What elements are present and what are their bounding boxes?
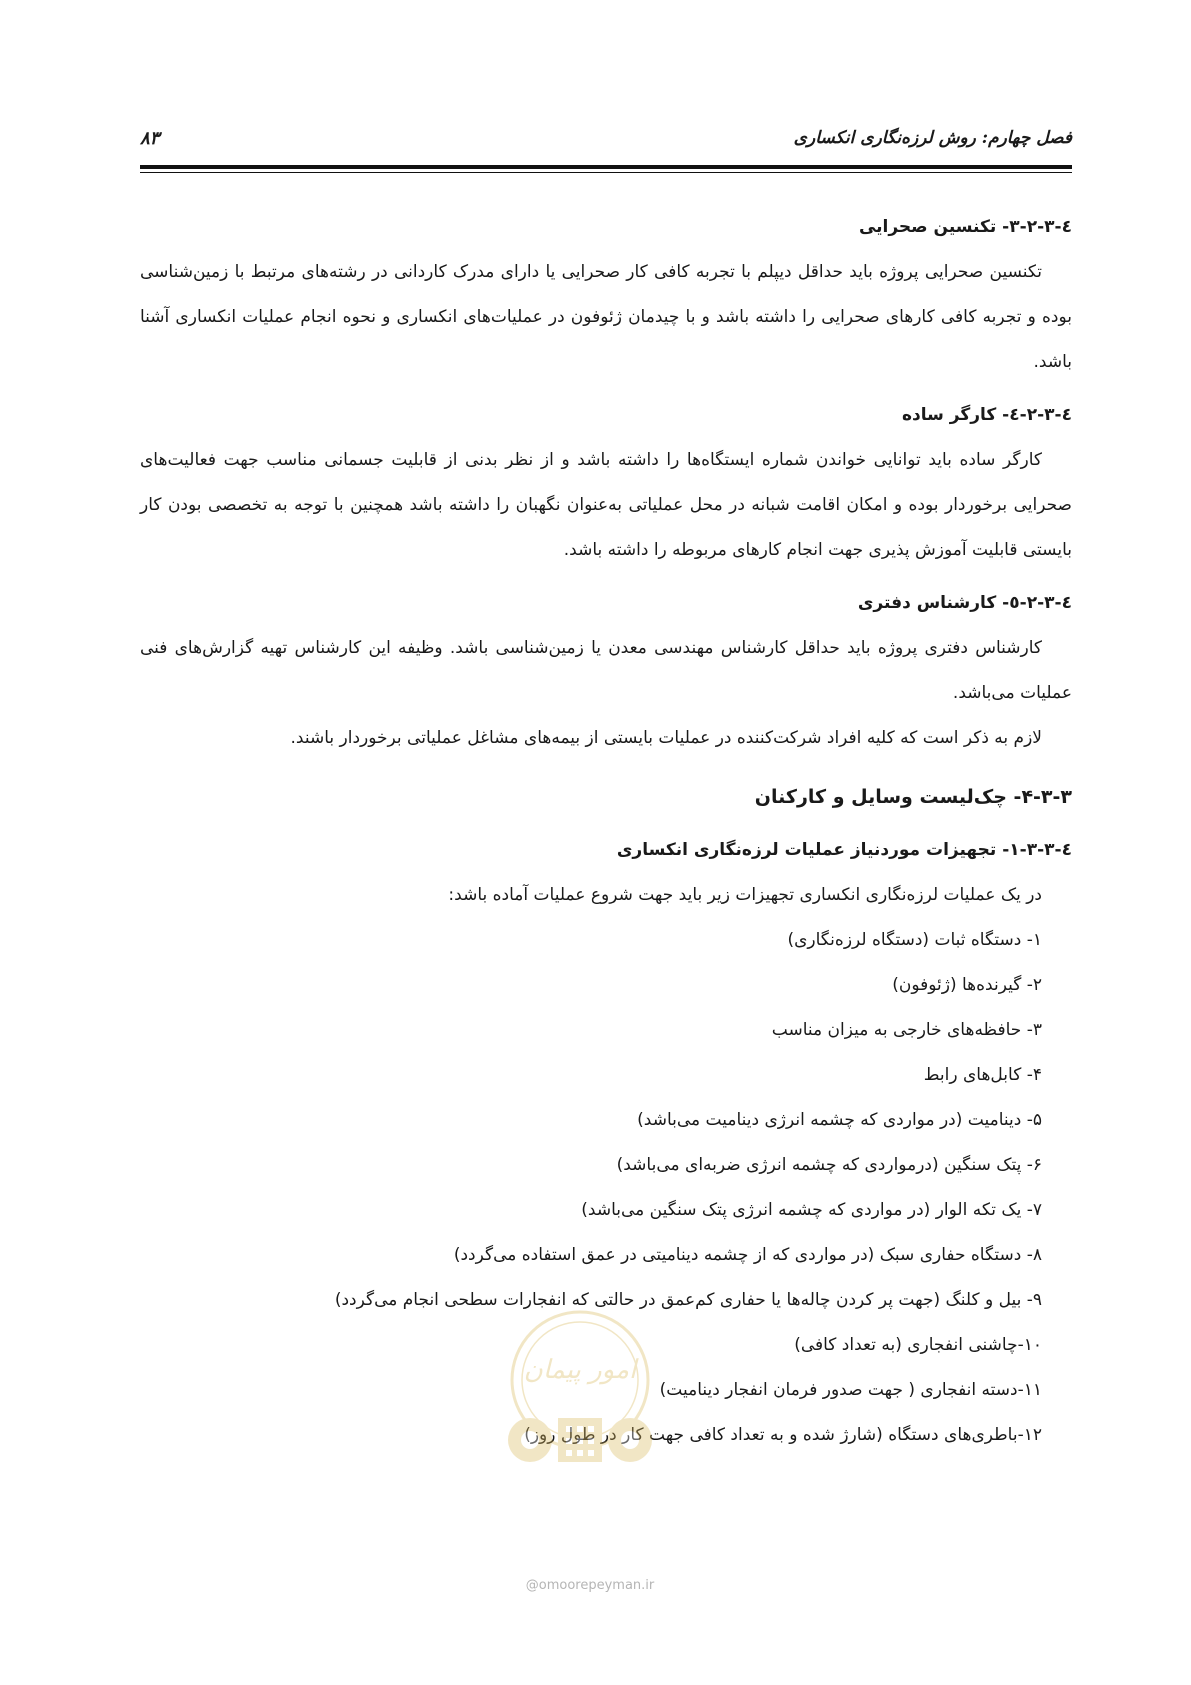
list-item: ۱۰-چاشنی انفجاری (به تعداد کافی)	[794, 1335, 1042, 1355]
list-item: ۵- دینامیت (در مواردی که چشمه انرژی دینامیت می‌باشد)	[637, 1110, 1042, 1130]
watermark-logo	[470, 1300, 690, 1480]
page-number: ۸۳	[140, 128, 160, 149]
running-header	[140, 128, 1072, 164]
list-item: ۲- گیرنده‌ها (ژئوفون)	[892, 975, 1042, 995]
paragraph-simple-worker: کارگر ساده باید توانایی خواندن شماره ایستگاه‌ها را داشته باشد و از نظر بدنی از قابلیت جسمانی مناسب جهت فعالیت‌های صحرایی برخوردار بوده و امکان اقامت شبانه در محل عملیاتی به‌عنوان نگهبان را داشته باشد همچنین با توجه به تخصصی بودن کار بایستی قابلیت آموزش پذیری جهت انجام کارهای مربوطه را داشته باشد.	[140, 450, 1072, 560]
watermark-logo-text: امور پیمان	[523, 1355, 637, 1385]
list-item: ۶- پتک سنگین (درمواردی که چشمه انرژی ضربه‌ای می‌باشد)	[616, 1155, 1042, 1175]
chapter-title: فصل چهارم: روش لرزه‌نگاری انکساری	[793, 128, 1072, 148]
section-heading-office-expert: ٤-٣-٢-٥- کارشناس دفتری	[857, 593, 1072, 613]
list-item: ۷- یک تکه الوار (در مواردی که چشمه انرژی پتک سنگین می‌باشد)	[581, 1200, 1042, 1220]
list-item: ۹- بیل و کلنگ (جهت پر کردن چاله‌ها یا حفاری کم‌عمق در حالتی که انفجارات سطحی انجام می‌گردد)	[334, 1290, 1042, 1310]
list-item: ۳- حافظه‌های خارجی به میزان مناسب	[771, 1020, 1042, 1040]
page-content	[140, 205, 1072, 1458]
list-item: ۱- دستگاه ثبات (دستگاه لرزه‌نگاری)	[787, 930, 1042, 950]
section-heading-simple-worker: ٤-٣-٢-٤- کارگر ساده	[901, 405, 1072, 425]
list-item: ۱۲-باطری‌های دستگاه (شارژ شده و به تعداد کافی جهت کار در طول روز)	[524, 1425, 1042, 1445]
paragraph-insurance-note: لازم به ذکر است که کلیه افراد شرکت‌کننده در عملیات بایستی از بیمه‌های مشاغل عملیاتی برخوردار باشند.	[290, 728, 1042, 748]
section-heading-equipment: ٤-٣-٣-١- تجهیزات موردنیاز عملیات لرزه‌نگاری انکساری	[616, 840, 1072, 860]
section-heading-checklist: ۴-۳-۳- چک‌لیست وسایل و کارکنان	[754, 786, 1072, 808]
paragraph-office-expert: کارشناس دفتری پروژه باید حداقل کارشناس مهندسی معدن یا زمین‌شناسی باشد. وظیفه این کارشناس تهیه گزارش‌های فنی عملیات می‌باشد.	[140, 638, 1072, 703]
paragraph-field-technician: تکنسین صحرایی پروژه باید حداقل دیپلم با تجربه کافی کار صحرایی یا دارای مدرک کاردانی در رشته‌های مرتبط با زمین‌شناسی بوده و تجربه کافی کارهای صحرایی را داشته باشد و با چیدمان ژئوفون در عملیات‌های انکساری و نحوه انجام عملیات انکساری آشنا باشد.	[140, 262, 1072, 372]
paragraph-equipment-intro: در یک عملیات لرزه‌نگاری انکساری تجهیزات زیر باید جهت شروع عملیات آماده باشد:	[448, 885, 1042, 905]
section-heading-field-technician: ٤-٣-٢-٣- تکنسین صحرایی	[858, 217, 1072, 237]
footer-website: @omoorepeyman.ir	[525, 1578, 655, 1593]
header-rule-thick	[140, 165, 1072, 169]
list-item: ۴- کابل‌های رابط	[923, 1065, 1042, 1085]
header-rule-thin	[140, 172, 1072, 173]
list-item: ۱۱-دسته انفجاری ( جهت صدور فرمان انفجار دینامیت)	[659, 1380, 1042, 1400]
list-item: ۸- دستگاه حفاری سبک (در مواردی که از چشمه دینامیتی در عمق استفاده می‌گردد)	[453, 1245, 1042, 1265]
